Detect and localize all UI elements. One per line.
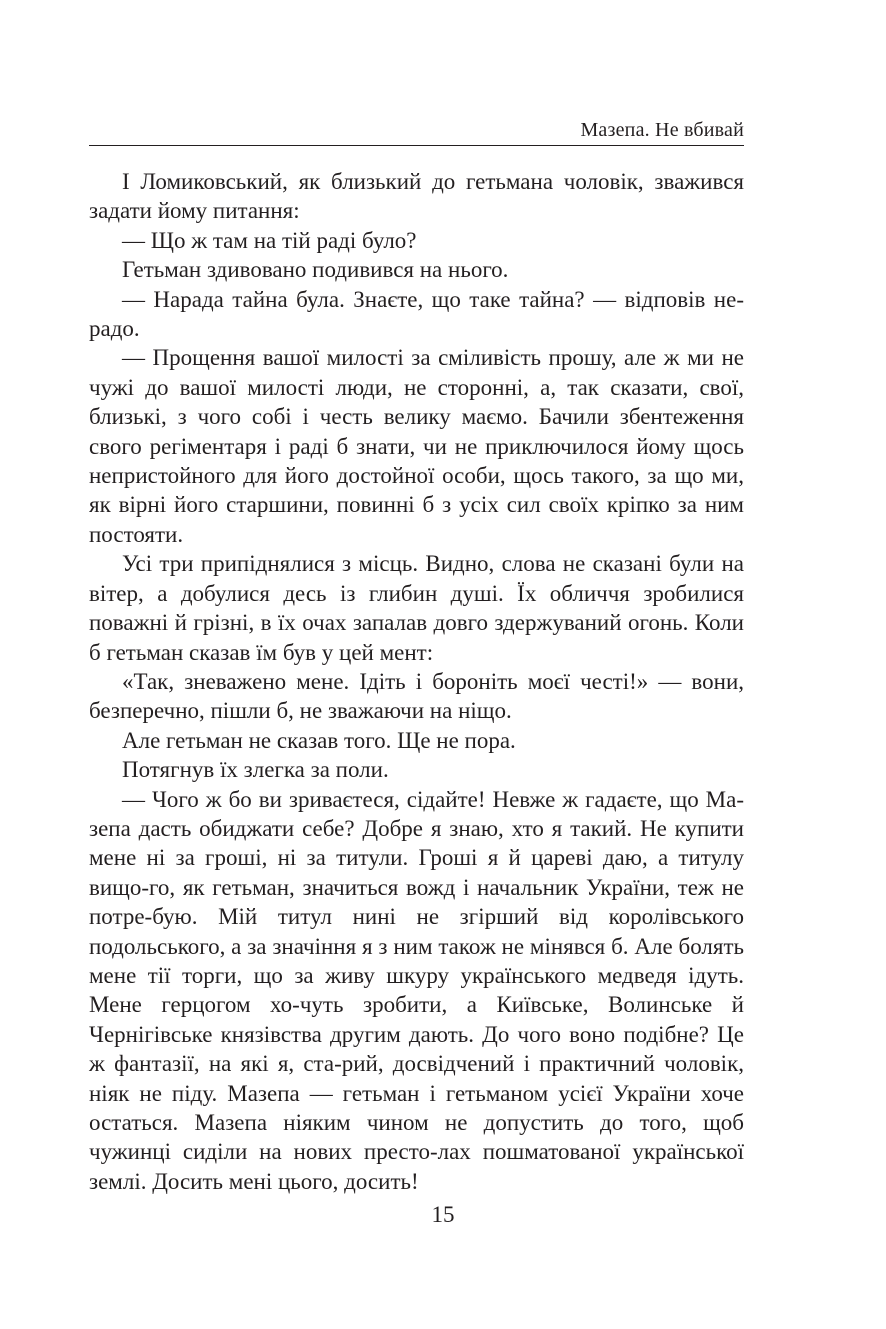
paragraph: Гетьман здивовано подивився на нього.: [122, 257, 509, 283]
page-number: 15: [431, 1202, 455, 1227]
paragraph: Потягнув їх злегка за поли.: [122, 757, 389, 783]
paragraph: І Ломиковський, як близький до гетьмана чоловік, зважився задати йому питання:: [89, 169, 744, 224]
paragraph: — Прощення вашої милості за сміливість прошу, але ж ми не чужі до вашої милості люди, не сторонні, а, так сказати, свої, близькі, з чого собі і честь велику маємо. Бачили збентеження свого регіментаря і раді б знати, чи не приключилося йому щось непристойного для його достойної особи, щось такого, за що ми, як вірні його старшини, повинні б з усіх сил своїх кріпко за ним постояти.: [89, 345, 744, 547]
running-title: Мазепа. Не вбивай: [580, 119, 744, 141]
paragraph: Усі три припіднялися з місць. Видно, слова не сказані були на вітер, а добулися десь із глибин душі. Їх обличчя зробилися поважні й грізні, в їх очах запалав довго здержуваний огонь. Коли б гетьман сказав їм був у цей мент:: [89, 551, 744, 665]
running-header: [89, 116, 744, 146]
paragraph: «Так, зневажено мене. Ідіть і бороніть моєї честі!» — вони, безперечно, пішли б, не зважаючи на ніщо.: [89, 668, 744, 724]
paragraph: — Чого ж бо ви зриваєтеся, сідайте! Невже ж гадаєте, що Ма-зепа дасть обиджати себе? Добре я знаю, хто я такий. Не купити мене ні за гроші, ні за титули. Гроші я й цареві даю, а титулу вищо-го, як гетьман, значиться вожд і начальник України, теж не потре-бую. Мій титул нині не згірший від королівського подольського, а за значіння я з ним також не мінявся б. Але болять мене тії торги, що за живу шкуру українського медведя ідуть. Мене герцогом хо-чуть зробити, а Київське, Волинське й Чернігівське князівства другим дають. До чого воно подібне? Це ж фантазії, на які я, ста-рий, досвідчений і практичний чоловік, ніяк не піду. Мазепа — гетьман і гетьманом усієї України хоче остаться. Мазепа ніяким чином не допустить до того, щоб чужинці сиділи на нових престо-лах пошматованої української землі. Досить мені цього, досить!: [89, 786, 744, 1194]
paragraph: — Нарада тайна була. Знаєте, що таке тайна? — відповів не-радо.: [89, 286, 744, 342]
paragraph: Але гетьман не сказав того. Ще не пора.: [122, 727, 516, 753]
paragraph: — Що ж там на тій раді було?: [122, 227, 417, 253]
body-text: [89, 167, 744, 1196]
